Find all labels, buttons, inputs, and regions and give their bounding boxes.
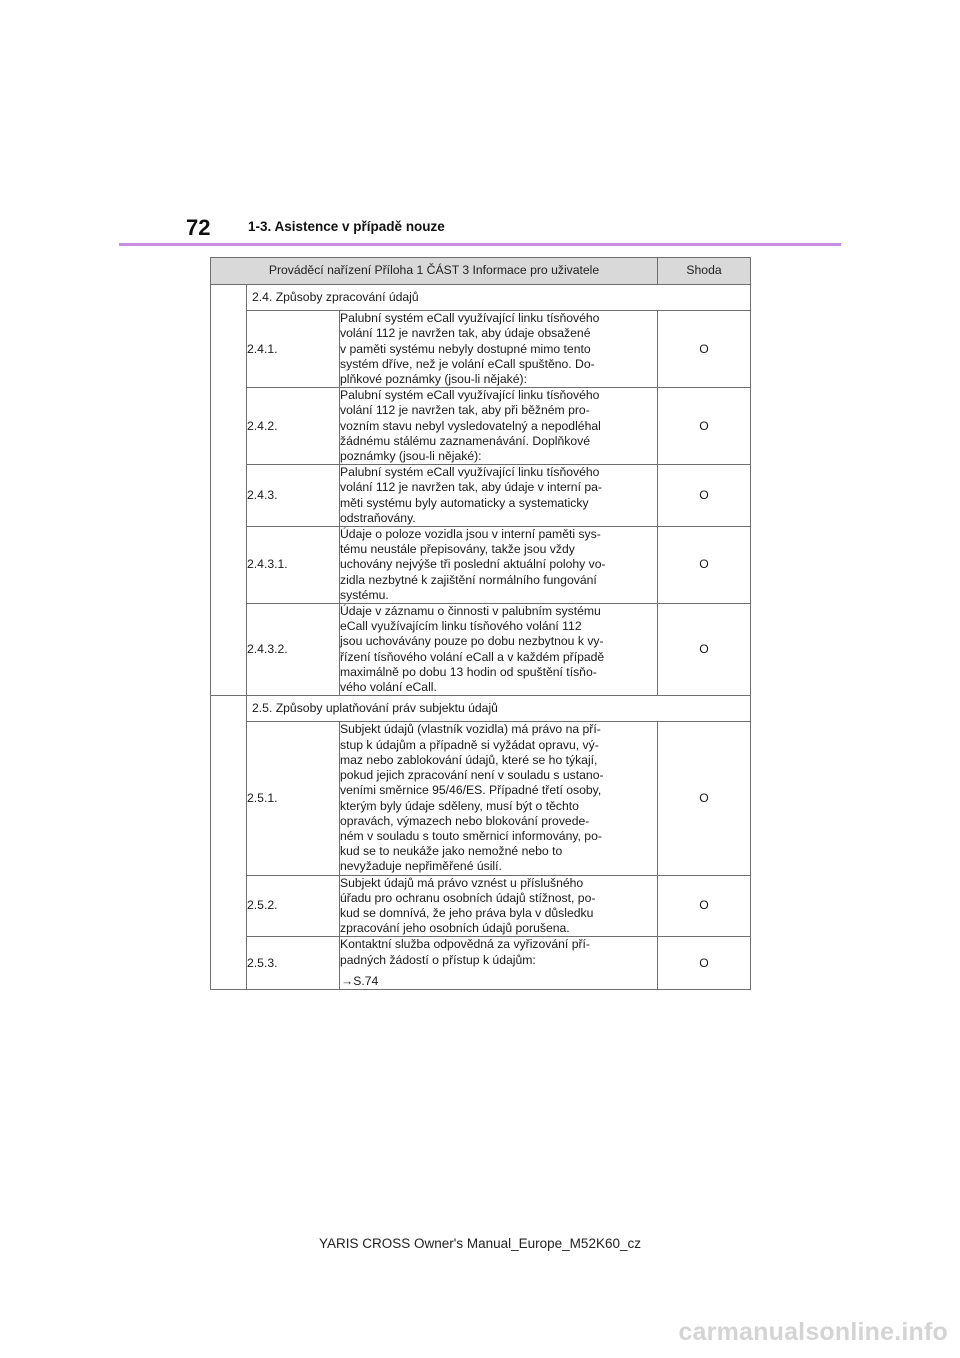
item-description [340, 604, 658, 696]
description-line: plňkové poznámky (jsou-li nějaké): [340, 372, 527, 387]
description-line: jsou uchovávány pouze po dobu nezbytnou k vy- [340, 634, 604, 649]
section-title: 1-3. Asistence v případě nouze [248, 219, 445, 234]
description-line: volání 112 je navržen tak, aby údaje v interní pa- [340, 480, 602, 495]
item-description [340, 311, 658, 388]
description-line: měti systému byly automaticky a systematicky [340, 495, 589, 510]
description-line: Údaje o poloze vozidla jsou v interní paměti sys- [340, 527, 601, 542]
description-line: kud se domnívá, že jeho práva byla v důsledku [340, 905, 594, 920]
description-line: odstraňovány. [340, 510, 416, 525]
description-line: systému. [340, 587, 389, 602]
watermark: carmanualsonline.info [678, 1318, 948, 1346]
table-row [211, 722, 751, 875]
table-row [211, 875, 751, 937]
table-row [211, 465, 751, 527]
description-line: zidla nezbytné k zajištění normálního fungování [340, 572, 597, 587]
compliance-mark: O [658, 465, 751, 527]
compliance-table [210, 257, 751, 990]
item-description [340, 527, 658, 604]
section-indent-cell [211, 285, 247, 696]
description-line: volání 112 je navržen tak, aby údaje obsažené [340, 326, 591, 341]
table-row [211, 388, 751, 465]
description-line: vého volání eCall. [340, 680, 437, 695]
item-number: 2.5.3. [247, 937, 340, 990]
footer-manual-id: YARIS CROSS Owner's Manual_Europe_M52K60_cz [319, 1236, 641, 1251]
compliance-mark: O [658, 527, 751, 604]
description-line: padných žádostí o přístup k údajům: [340, 952, 536, 967]
description-line: kud se to neukáže jako nemožné nebo to [340, 844, 563, 859]
header-shoda: Shoda [658, 258, 751, 285]
description-line: Palubní systém eCall využívající linku tísňového [340, 388, 600, 403]
item-description [340, 875, 658, 937]
description-line: vozním stavu nebyl vysledovatelný a nepodléhal [340, 418, 601, 433]
item-number: 2.5.1. [247, 722, 340, 875]
description-line: opravách, výmazech nebo blokování provede- [340, 813, 590, 828]
compliance-mark: O [658, 937, 751, 990]
description-line: stup k údajům a případně si vyžádat opravu, vý- [340, 737, 599, 752]
compliance-mark: O [658, 875, 751, 937]
description-line: Kontaktní služba odpovědná za vyřizování pří- [340, 937, 590, 952]
item-description [340, 465, 658, 527]
description-line: eCall využívajícím linku tísňového volání 112 [340, 619, 582, 634]
description-line: žádnému stálému zaznamenávání. Doplňkové [340, 433, 590, 448]
page-number: 72 [186, 215, 211, 240]
description-line: veními směrnice 95/46/ES. Případné třetí osoby, [340, 783, 602, 798]
section-row [211, 696, 751, 722]
description-line: Subjekt údajů má právo vznést u příslušného [340, 875, 584, 890]
item-number: 2.4.3.1. [247, 527, 340, 604]
item-description [340, 388, 658, 465]
description-line: Údaje v záznamu o činnosti v palubním systému [340, 604, 601, 619]
table-row [211, 604, 751, 696]
header-rule [119, 243, 841, 246]
description-line: Palubní systém eCall využívající linku tísňového [340, 465, 600, 480]
item-number: 2.4.3. [247, 465, 340, 527]
description-line: systém dříve, než je volání eCall spuštěno. Do- [340, 356, 595, 371]
description-line: řízení tísňového volání eCall a v každém případě [340, 649, 605, 664]
description-line: uchovány nejvýše tři poslední aktuální polohy vo- [340, 557, 606, 572]
description-line: kterým byly údaje sděleny, musí být o těchto [340, 798, 579, 813]
header-regulation: Prováděcí nařízení Příloha 1 ČÁST 3 Informace pro uživatele [211, 258, 658, 285]
page-reference-link[interactable]: →S.74 [341, 973, 379, 988]
section-indent-cell [211, 696, 247, 990]
compliance-mark: O [658, 722, 751, 875]
description-line: tému neustále přepisovány, takže jsou vždy [340, 542, 575, 557]
description-line: zpracování jeho osobních údajů porušena. [340, 921, 570, 936]
table-body [211, 285, 751, 990]
table-row [211, 937, 751, 990]
table-header-row [211, 258, 751, 285]
item-description [340, 937, 658, 990]
description-line: volání 112 je navržen tak, aby při běžném pro- [340, 403, 590, 418]
description-line: poznámky (jsou-li nějaké): [340, 449, 482, 464]
item-number: 2.4.3.2. [247, 604, 340, 696]
description-line: pokud jejich zpracování není v souladu s ustano- [340, 768, 604, 783]
item-number: 2.5.2. [247, 875, 340, 937]
description-line: maximálně po dobu 13 hodin od spuštění tísňo- [340, 664, 597, 679]
section-heading: 2.5. Způsoby uplatňování práv subjektu údajů [247, 696, 751, 722]
section-heading: 2.4. Způsoby zpracování údajů [247, 285, 751, 311]
description-line: nevyžaduje nepřiměřené úsilí. [340, 859, 502, 874]
description-line: v paměti systému nebyly dostupné mimo tento [340, 341, 591, 356]
description-line: maz nebo zablokování údajů, které se ho týkají, [340, 752, 598, 767]
item-number: 2.4.2. [247, 388, 340, 465]
item-number: 2.4.1. [247, 311, 340, 388]
compliance-mark: O [658, 388, 751, 465]
description-line: ném v souladu s touto směrnicí informovány, po- [340, 828, 602, 843]
description-line: Subjekt údajů (vlastník vozidla) má právo na pří- [340, 722, 601, 737]
section-row [211, 285, 751, 311]
item-description [340, 722, 658, 875]
table-row [211, 527, 751, 604]
description-line: úřadu pro ochranu osobních údajů stížnost, po- [340, 890, 596, 905]
compliance-mark: O [658, 604, 751, 696]
description-line: Palubní systém eCall využívající linku tísňového [340, 311, 600, 326]
compliance-mark: O [658, 311, 751, 388]
table-row [211, 311, 751, 388]
